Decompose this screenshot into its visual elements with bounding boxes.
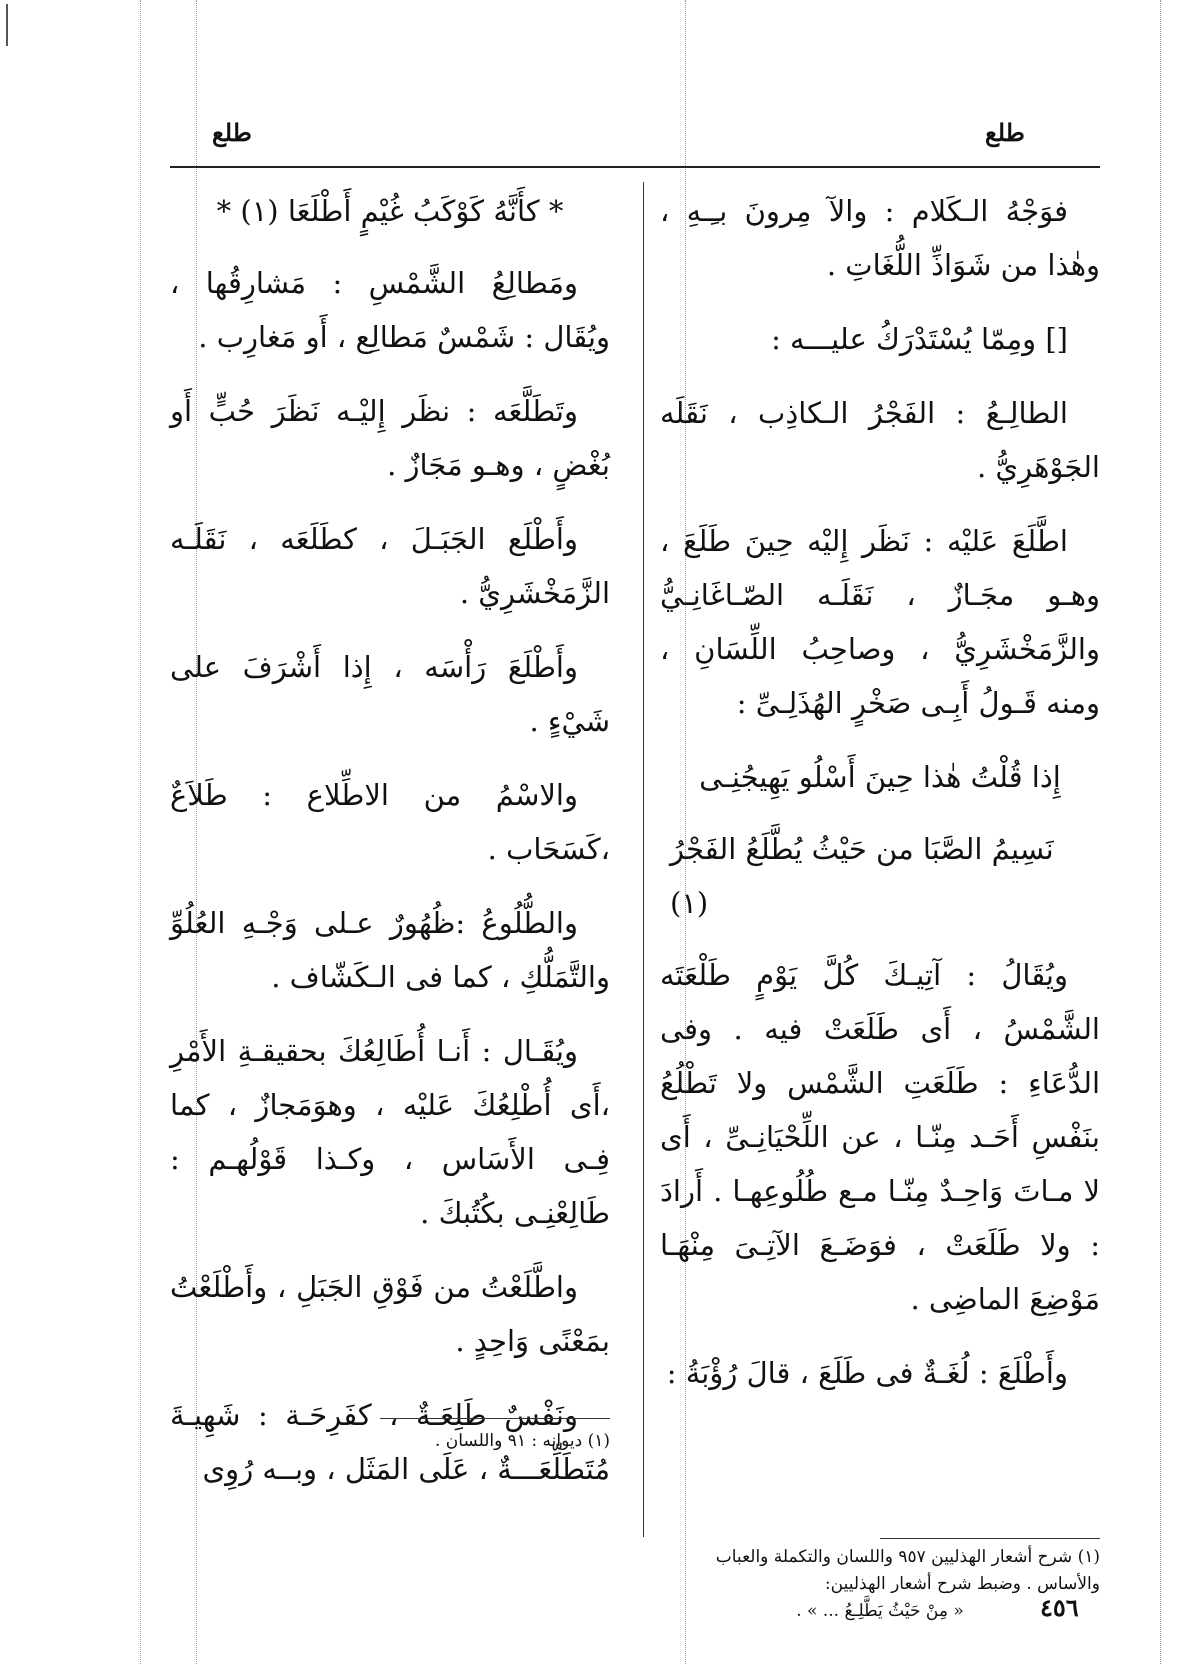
paragraph: والاسْمُ من الاطِّلاع : طَلاَعٌ ،كَسَحَاب . bbox=[170, 778, 610, 866]
paragraph: وأَطْلَعَ : لُغَـةٌ فى طَلَعَ ، قالَ رُؤْبَةُ : bbox=[666, 1356, 1068, 1390]
paragraph: وأَطْلَعَ رَأْسَه ، إِذا أَشْرَفَ على شَيْءٍ . bbox=[170, 650, 610, 738]
footnote-right bbox=[660, 1544, 1100, 1625]
column-divider bbox=[643, 182, 644, 1537]
paragraph: وتَطَلَّعَه : نظَر إِليْـه نَظَرَ حُبٍّ أَو بُغْضٍ ، وهـو مَجَازٌ . bbox=[170, 394, 610, 482]
paragraph: اطَّلَعَ عَليْه : نَظَر إِليْه حِينَ طَلَعَ ، وهـو مجَـازٌ ، نَقَلَـه الصّـاغَانِـيُّ والزَّمَخْشَرِيُّ ، وصاحِبُ اللِّسَانِ ، ومنه قَـولُ أَبِـى صَخْرٍ الهُذَلِـىِّ : bbox=[660, 524, 1100, 720]
paragraph: ويُقَالُ : آتِيـكَ كُلَّ يَوْمٍ طَلْعَتَه الشَّمْسُ ، أَى طَلَعَتْ فيه . وفى الدُّعَاءِ : طَلَعَتِ الشَّمْس ولا تَطْلُعُ بنَفْسِ أَحَـد مِنّـا ، عن اللِّحْيَانِـىِّ ، أَى لا مـاتَ وَاحِـدٌ مِنّـا مـع طُلُوعِهـا . أَرادَ : ولا طَلَعَتْ ، فوَضَـعَ الآتِـىَ مِنْهَـا مَوْضِعَ الماضِى . bbox=[660, 958, 1100, 1316]
paragraph: [] ومِمّا يُسْتَدْرَكُ عليـــه : bbox=[771, 322, 1068, 356]
left-column bbox=[170, 184, 610, 1516]
footnote-rule-left bbox=[380, 1418, 610, 1419]
header-left-word: طلع bbox=[212, 118, 252, 147]
verse-line: * كأَنَّهُ كَوْكَبُ غُيْمٍ أَطْلَعَا (١) * bbox=[216, 194, 564, 228]
paragraph: وأَطْلَع الجَبَـلَ ، كطَلَعَه ، نَقَلَـه الزَّمَخْشَرِيُّ . bbox=[170, 522, 610, 610]
paragraph: ومَطالِعُ الشَّمْسِ : مَشارِقُها ، ويُقَال : شَمْسٌ مَطالِع ، أَو مَغارِب . bbox=[170, 266, 610, 354]
footnote-rule-right bbox=[880, 1538, 1100, 1539]
footnote-line: (١) شرح أشعار الهذليين ٩٥٧ واللسان والتكملة والعباب والأساس . وضبط شرح أشعار الهذليين: bbox=[715, 1547, 1100, 1594]
verse-line: إِذا قُلْتُ هٰذا حِينَ أَسْلُو يَهِيجُنِـى bbox=[699, 760, 1061, 794]
fold-guide-left bbox=[140, 0, 141, 1664]
paragraph: واطَّلَعْتُ من فَوْقِ الجَبَلِ ، وأَطْلَعْتُ بمَعْنًى وَاحِدٍ . bbox=[170, 1270, 610, 1358]
verse-line: نَسِيمُ الصَّبَا من حَيْثُ يُطَّلَعُ الفَجْرُ (١) bbox=[670, 832, 1054, 920]
paragraph: ويُقَـال : أَنـا أُطَالِعُكَ بحقيقـةِ الأَمْرِ ،أَى أُطْلِعُكَ عَليْه ، وهوَمَجازٌ ، كما فِـى الأَسَاس ، وكـذا قَوْلُهـم : طَالِعْنِـى بكُتُبكَ . bbox=[170, 1034, 610, 1230]
paragraph: ونَفْسٌ طَلِعَـةٌ ، كفَرِحَـة : شَهِيـةَ مُتَطَلِّعَـــةٌ ، عَلَى المَثَل ، وبــه رُوِى bbox=[170, 1398, 610, 1486]
footnote-line: « مِنْ حَيْثُ يَطَّلِـعُ ... » . bbox=[796, 1601, 964, 1621]
page-number: ٤٥٦ bbox=[1040, 1593, 1079, 1622]
paragraph: الطالِـعُ : الفَجْرُ الـكاذِب ، نَقَلَه الجَوْهَرِيُّ . bbox=[660, 396, 1100, 484]
paragraph: والطُّلُوعُ :ظُهُورٌ عـلى وَجْـهِ العُلُوِّ والتَّمَلُّكِ ، كما فى الـكَشّاف . bbox=[170, 906, 610, 994]
header-rule bbox=[170, 166, 1100, 168]
paragraph: فوَجْهُ الـكَلام : والآ مِرونَ بـِـهِ ، وهٰذا من شَوَاذِّ اللُّغَاتِ . bbox=[660, 194, 1100, 282]
fold-guide-right bbox=[1160, 0, 1161, 1664]
scan-edge-mark bbox=[6, 4, 8, 46]
footnote-left: (١) ديوانه : ٩١ واللسان . bbox=[434, 1431, 610, 1451]
header-right-word: طلع bbox=[985, 118, 1025, 147]
right-column bbox=[660, 184, 1100, 1420]
